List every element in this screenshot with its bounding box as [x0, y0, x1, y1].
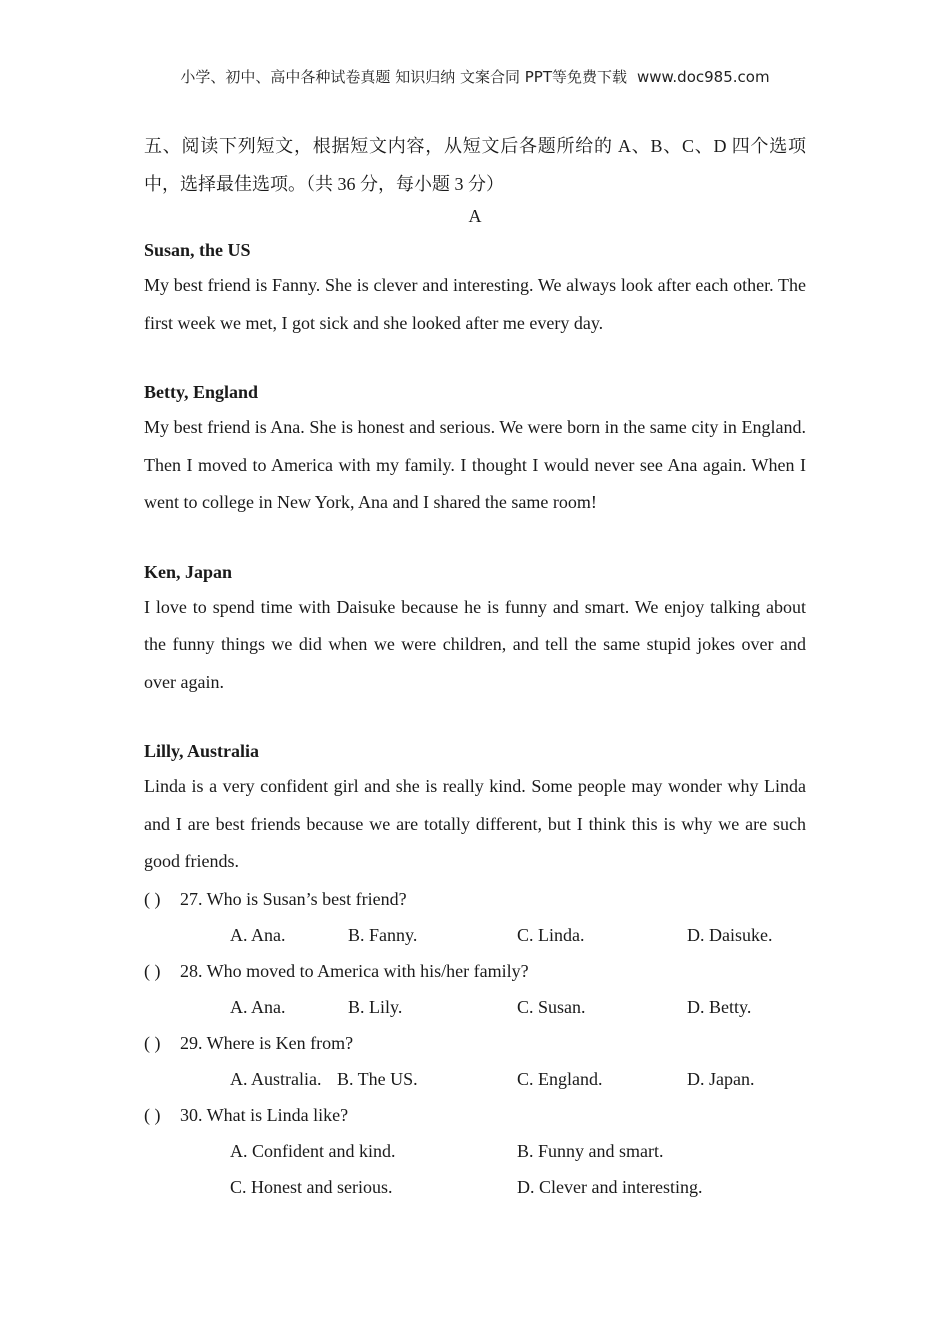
option-a[interactable]: A. Australia.	[230, 1068, 322, 1089]
option-a[interactable]: A. Ana.	[230, 924, 286, 945]
question-30-options-row1	[144, 1133, 806, 1169]
question-27-options	[144, 917, 806, 953]
passage-lilly	[144, 736, 806, 881]
passage-body: My best friend is Ana. She is honest and serious. We were born in the same city in England. Then I moved to America with my family. I thought I would never see Ana again. When I went to college in New York, Ana and I shared the same room!	[144, 417, 806, 512]
question-27	[144, 881, 806, 917]
answer-blank[interactable]: ( )	[144, 960, 161, 981]
option-d[interactable]: D. Daisuke.	[687, 924, 773, 945]
passage-susan	[144, 235, 806, 342]
passage-body: I love to spend time with Daisuke because he is funny and smart. We enjoy talking about the funny things we did when we were children, and tell the same stupid jokes over and over again.	[144, 596, 806, 692]
question-text: 27. Who is Susan’s best friend?	[180, 888, 407, 909]
page-header	[0, 66, 950, 87]
header-text: 小学、初中、高中各种试卷真题 知识归纳 文案合同 PPT等免费下载	[180, 68, 627, 86]
passage-betty	[144, 377, 806, 522]
option-c[interactable]: C. Linda.	[517, 924, 585, 945]
passage-title: Ken, Japan	[144, 561, 233, 582]
question-29-options	[144, 1061, 806, 1097]
passage-ken	[144, 557, 806, 702]
option-c[interactable]: C. Susan.	[517, 996, 586, 1017]
question-text: 28. Who moved to America with his/her family?	[180, 960, 529, 981]
option-b[interactable]: B. The US.	[337, 1068, 418, 1089]
question-30-options-row2	[144, 1169, 806, 1205]
option-a[interactable]: A. Ana.	[230, 996, 286, 1017]
option-d[interactable]: D. Betty.	[687, 996, 752, 1017]
section-label: A	[468, 206, 482, 226]
passage-body: My best friend is Fanny. She is clever and interesting. We always look after each other. The first week we met, I got sick and she looked after me every day.	[144, 275, 806, 333]
option-b[interactable]: B. Lily.	[348, 996, 403, 1017]
option-c[interactable]: C. England.	[517, 1068, 603, 1089]
question-28-options	[144, 989, 806, 1025]
question-28	[144, 953, 806, 989]
passage-body: Linda is a very confident girl and she is really kind. Some people may wonder why Linda and I are best friends because we are totally different, but I think this is why we are such good friends.	[144, 776, 806, 871]
option-b[interactable]: B. Funny and smart.	[517, 1140, 664, 1161]
passage-title: Lilly, Australia	[144, 741, 260, 761]
question-text: 29. Where is Ken from?	[180, 1032, 354, 1053]
answer-blank[interactable]: ( )	[144, 1032, 161, 1053]
answer-blank[interactable]: ( )	[144, 1104, 161, 1125]
question-29	[144, 1025, 806, 1061]
question-30	[144, 1097, 806, 1133]
option-c[interactable]: C. Honest and serious.	[230, 1176, 393, 1197]
header-url[interactable]: www.doc985.com	[636, 68, 770, 86]
option-a[interactable]: A. Confident and kind.	[230, 1140, 396, 1161]
passage-title: Susan, the US	[144, 240, 251, 260]
answer-blank[interactable]: ( )	[144, 888, 161, 909]
document-content	[144, 127, 806, 1205]
passage-title: Betty, England	[144, 382, 259, 402]
option-b[interactable]: B. Fanny.	[348, 924, 418, 945]
section-instruction: 五、阅读下列短文，根据短文内容，从短文后各题所给的 A、B、C、D 四个选项中，选择最佳选项。（共 36 分，每小题 3 分）	[144, 136, 806, 194]
option-d[interactable]: D. Japan.	[687, 1068, 755, 1089]
option-d[interactable]: D. Clever and interesting.	[517, 1176, 703, 1197]
question-text: 30. What is Linda like?	[180, 1104, 349, 1125]
